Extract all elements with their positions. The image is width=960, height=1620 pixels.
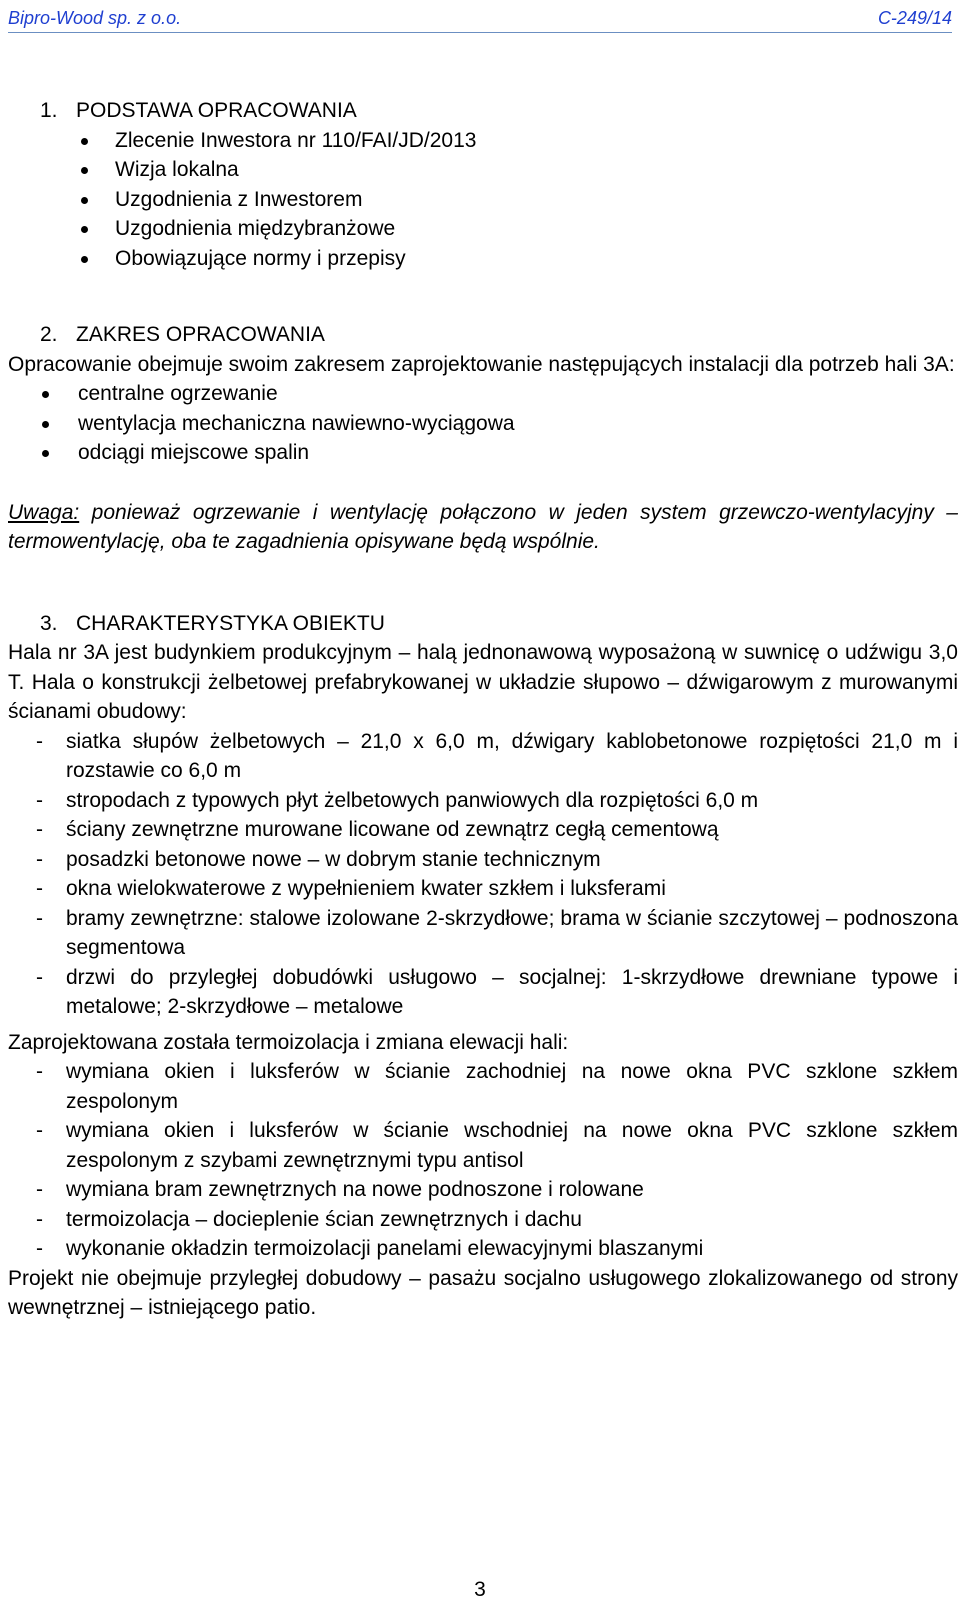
header-company: Bipro-Wood sp. z o.o.: [8, 8, 182, 28]
bullet-icon: [81, 256, 88, 263]
list-item: - termoizolacja – docieplenie ścian zewnętrznych i dachu: [36, 1207, 582, 1231]
bullet-icon: [42, 450, 49, 457]
bullet-icon: [81, 138, 88, 145]
list-item: wentylacja mechaniczna nawiewno-wyciągowa: [8, 409, 958, 439]
list-item: - stropodach z typowych płyt żelbetowych panwiowych dla rozpiętości 6,0 m: [36, 788, 759, 812]
list-item: - posadzki betonowe nowe – w dobrym stanie technicznym: [36, 847, 601, 871]
bullet-icon: [81, 197, 88, 204]
list-item: Zlecenie Inwestora nr 110/FAI/JD/2013: [8, 126, 958, 156]
list-item: Obowiązujące normy i przepisy: [8, 244, 958, 274]
header-code: C-249/14: [877, 8, 952, 28]
section-2-list: [8, 379, 958, 468]
thermo-list: [8, 1057, 958, 1264]
bullet-icon: [81, 226, 88, 233]
bullet-icon: [42, 391, 49, 398]
page-header: [8, 8, 952, 32]
list-item: - wykonanie okładzin termoizolacji panelami elewacyjnymi blaszanymi: [36, 1237, 704, 1260]
list-item: centralne ogrzewanie: [8, 379, 958, 409]
list-item: - okna wielokwaterowe z wypełnieniem kwater szkłem i luksferami: [36, 877, 666, 900]
note-text: ponieważ ogrzewanie i wentylację połączono w jeden system grzewczo-wentylacyjny – termowentylację, oba te zagadnienia opisywane będą wspólnie.: [8, 500, 958, 553]
section-3-outro: Projekt nie obejmuje przyległej dobudowy – pasażu socjalno usługowego zlokalizowanego od strony wewnętrznej – istniejącego patio.: [8, 1266, 958, 1319]
list-item: - bramy zewnętrzne: stalowe izolowane 2-skrzydłowe; brama w ścianie szczytowej – podnoszona segmentowa: [36, 906, 958, 959]
list-item: odciągi miejscowe spalin: [8, 438, 958, 468]
list-item: - drzwi do przyległej dobudówki usługowo – socjalnej: 1-skrzydłowe drewniane typowe i metalowe; 2-skrzydłowe – metalowe: [36, 965, 958, 1018]
section-2-heading: 2. ZAKRES OPRACOWANIA: [40, 323, 325, 346]
list-item: - ściany zewnętrzne murowane licowane od zewnątrz cegłą cementową: [36, 818, 719, 841]
bullet-icon: [81, 167, 88, 174]
list-item: - wymiana okien i luksferów w ścianie zachodniej na nowe okna PVC szklone szkłem zespolonym: [36, 1060, 958, 1113]
list-item: Wizja lokalna: [8, 155, 958, 185]
list-item: Uzgodnienia międzybranżowe: [8, 214, 958, 244]
list-item: Uzgodnienia z Inwestorem: [8, 185, 958, 215]
list-item: - wymiana okien i luksferów w ścianie wschodniej na nowe okna PVC szklone szkłem zespolonym z szybami zewnętrznymi typu antisol: [36, 1119, 958, 1172]
section-1-list: [8, 126, 958, 274]
section-1-heading: 1. PODSTAWA OPRACOWANIA: [40, 99, 357, 122]
section-2-note: [8, 498, 958, 557]
list-item: - siatka słupów żelbetowych – 21,0 x 6,0 m, dźwigary kablobetonowe rozpiętości 21,0 m i rozstawie co 6,0 m: [36, 729, 958, 782]
section-3-heading: 3. CHARAKTERYSTYKA OBIEKTU: [40, 611, 385, 635]
document-body: [8, 96, 958, 1323]
bullet-icon: [42, 421, 49, 428]
note-label: Uwaga:: [8, 500, 80, 524]
thermo-intro: Zaprojektowana została termoizolacja i zmiana elewacji hali:: [8, 1030, 569, 1054]
list-item: - wymiana bram zewnętrznych na nowe podnoszone i rolowane: [36, 1178, 644, 1201]
page-number: 3: [474, 1578, 486, 1601]
header-rule: [8, 32, 952, 33]
section-3-intro: Hala nr 3A jest budynkiem produkcyjnym – halą jednonawową wyposażoną w suwnicę o udźwigu 3,0 T. Hala o konstrukcji żelbetowej prefabrykowanej w układzie słupowo – dźwigarowym z murowanymi ścianami obudowy:: [8, 641, 958, 723]
section-3-list: [8, 727, 958, 1022]
section-2-intro: Opracowanie obejmuje swoim zakresem zaprojektowanie następujących instalacji dla potrzeb hali 3A:: [8, 352, 955, 376]
